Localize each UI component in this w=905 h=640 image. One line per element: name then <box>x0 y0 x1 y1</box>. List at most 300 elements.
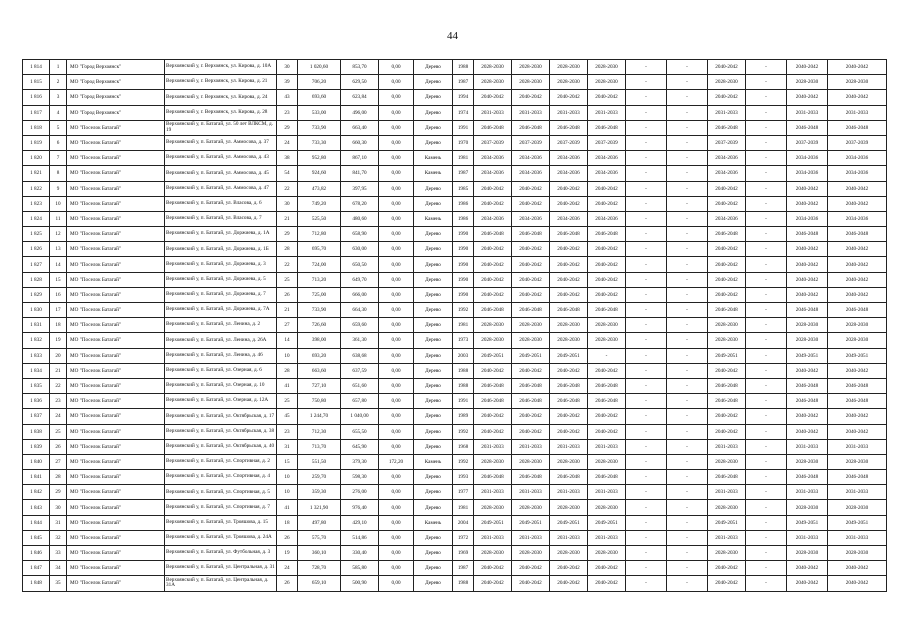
cell-municipality: МО "Поселок Батагай" <box>67 409 165 424</box>
cell-nonresidential-area: 0,00 <box>379 333 414 348</box>
cell-address: Верхоянский у, п. Батагай, ул. Трояшова, д. 24А <box>165 530 277 545</box>
cell-row-id: 1 831 <box>23 318 50 333</box>
cell-seq-number: 19 <box>50 333 67 348</box>
cell-wall-material: Дерево <box>414 424 453 439</box>
cell-repair-9: 2040-2042 <box>787 90 828 105</box>
cell-build-year: 1987 <box>453 75 474 90</box>
cell-repair-5: - <box>626 257 667 272</box>
cell-build-year: 1986 <box>453 196 474 211</box>
cell-repair-1: 2046-2048 <box>474 303 512 318</box>
cell-repair-4: 2034-2036 <box>588 211 626 226</box>
cell-repair-10: 2046-2048 <box>828 470 887 485</box>
cell-repair-2: 2040-2042 <box>512 409 550 424</box>
cell-repair-1: 2040-2042 <box>474 181 512 196</box>
cell-wall-material: Дерево <box>414 333 453 348</box>
cell-row-id: 1 820 <box>23 151 50 166</box>
cell-repair-8: - <box>746 287 787 302</box>
cell-seq-number: 2 <box>50 75 67 90</box>
cell-repair-2: 2046-2048 <box>512 378 550 393</box>
cell-seq-number: 1 <box>50 60 67 75</box>
cell-repair-10: 2031-2033 <box>828 439 887 454</box>
cell-repair-2: 2040-2042 <box>512 242 550 257</box>
cell-repair-4: 2040-2042 <box>588 561 626 576</box>
cell-row-id: 1 842 <box>23 485 50 500</box>
cell-repair-6: - <box>667 485 708 500</box>
cell-repair-3: 2040-2042 <box>550 424 588 439</box>
cell-repair-3: 2028-2030 <box>550 318 588 333</box>
cell-row-id: 1 844 <box>23 515 50 530</box>
cell-living-area: 514,86 <box>341 530 379 545</box>
cell-repair-5: - <box>626 272 667 287</box>
cell-municipality: МО "Поселок Батагай" <box>67 196 165 211</box>
cell-total-area: 726,60 <box>298 318 341 333</box>
cell-repair-7: 2046-2048 <box>708 378 746 393</box>
cell-wall-material: Дерево <box>414 272 453 287</box>
cell-repair-2: 2049-2051 <box>512 515 550 530</box>
cell-wall-material: Дерево <box>414 348 453 363</box>
cell-repair-1: 2034-2036 <box>474 211 512 226</box>
cell-repair-4: 2034-2036 <box>588 151 626 166</box>
cell-repair-3: 2040-2042 <box>550 287 588 302</box>
cell-repair-9: 2040-2042 <box>787 196 828 211</box>
cell-municipality: МО "Город Верхоянск" <box>67 60 165 75</box>
cell-seq-number: 20 <box>50 348 67 363</box>
cell-repair-5: - <box>626 470 667 485</box>
cell-living-area: 623,84 <box>341 90 379 105</box>
cell-repair-9: 2031-2033 <box>787 105 828 120</box>
cell-address: Верхоянский у, п. Батагай, ул. Доржиева, д. 1А <box>165 227 277 242</box>
cell-repair-5: - <box>626 318 667 333</box>
cell-repair-7: 2034-2036 <box>708 151 746 166</box>
cell-nonresidential-area: 0,00 <box>379 500 414 515</box>
cell-total-area: 659,10 <box>298 576 341 591</box>
cell-residents: 25 <box>277 394 298 409</box>
cell-repair-3: 2034-2036 <box>550 211 588 226</box>
cell-repair-6: - <box>667 196 708 211</box>
cell-residents: 28 <box>277 242 298 257</box>
cell-row-id: 1 815 <box>23 75 50 90</box>
cell-repair-6: - <box>667 90 708 105</box>
cell-build-year: 1986 <box>453 211 474 226</box>
cell-repair-5: - <box>626 515 667 530</box>
cell-seq-number: 16 <box>50 287 67 302</box>
cell-living-area: 500,90 <box>341 576 379 591</box>
cell-repair-6: - <box>667 561 708 576</box>
cell-repair-10: 2046-2048 <box>828 303 887 318</box>
cell-repair-6: - <box>667 439 708 454</box>
cell-residents: 28 <box>277 363 298 378</box>
cell-repair-9: 2037-2039 <box>787 135 828 150</box>
table-row <box>23 60 887 75</box>
cell-nonresidential-area: 0,00 <box>379 363 414 378</box>
cell-repair-10: 2028-2030 <box>828 454 887 469</box>
cell-repair-2: 2040-2042 <box>512 257 550 272</box>
cell-repair-6: - <box>667 60 708 75</box>
cell-living-area: 330,40 <box>341 546 379 561</box>
cell-living-area: 361,30 <box>341 333 379 348</box>
cell-repair-10: 2040-2042 <box>828 257 887 272</box>
cell-repair-3: 2040-2042 <box>550 561 588 576</box>
cell-repair-6: - <box>667 470 708 485</box>
cell-total-area: 359,30 <box>298 485 341 500</box>
cell-repair-6: - <box>667 515 708 530</box>
cell-nonresidential-area: 0,00 <box>379 166 414 181</box>
cell-repair-8: - <box>746 485 787 500</box>
cell-wall-material: Дерево <box>414 287 453 302</box>
cell-nonresidential-area: 0,00 <box>379 394 414 409</box>
cell-repair-5: - <box>626 303 667 318</box>
cell-repair-1: 2031-2033 <box>474 439 512 454</box>
table-row <box>23 530 887 545</box>
table-row <box>23 120 887 135</box>
cell-seq-number: 3 <box>50 90 67 105</box>
cell-repair-7: 2049-2051 <box>708 348 746 363</box>
cell-repair-4: 2031-2033 <box>588 439 626 454</box>
cell-repair-4: 2040-2042 <box>588 409 626 424</box>
cell-repair-8: - <box>746 409 787 424</box>
cell-municipality: МО "Поселок Батагай" <box>67 454 165 469</box>
cell-repair-1: 2046-2048 <box>474 394 512 409</box>
cell-municipality: МО "Поселок Батагай" <box>67 166 165 181</box>
cell-seq-number: 27 <box>50 454 67 469</box>
cell-repair-8: - <box>746 181 787 196</box>
cell-wall-material: Камень <box>414 166 453 181</box>
cell-repair-5: - <box>626 120 667 135</box>
housing-repair-schedule-table <box>22 59 887 592</box>
cell-address: Верхоянский у, п. Батагай, ул. Доржиева, д. 3 <box>165 257 277 272</box>
cell-repair-2: 2040-2042 <box>512 576 550 591</box>
cell-repair-2: 2049-2051 <box>512 348 550 363</box>
cell-nonresidential-area: 0,00 <box>379 470 414 485</box>
cell-wall-material: Дерево <box>414 105 453 120</box>
cell-repair-10: 2040-2042 <box>828 409 887 424</box>
cell-repair-2: 2028-2030 <box>512 75 550 90</box>
cell-repair-5: - <box>626 439 667 454</box>
cell-seq-number: 7 <box>50 151 67 166</box>
cell-address: Верхоянский у, п. Батагай, ул. Ленина, д. 46 <box>165 348 277 363</box>
cell-repair-7: 2040-2042 <box>708 287 746 302</box>
cell-repair-8: - <box>746 439 787 454</box>
cell-residents: 54 <box>277 166 298 181</box>
cell-repair-4: 2040-2042 <box>588 287 626 302</box>
cell-repair-6: - <box>667 211 708 226</box>
cell-repair-9: 2028-2030 <box>787 318 828 333</box>
cell-repair-8: - <box>746 561 787 576</box>
cell-repair-10: 2040-2042 <box>828 181 887 196</box>
cell-repair-5: - <box>626 75 667 90</box>
table-row <box>23 303 887 318</box>
cell-repair-10: 2046-2048 <box>828 120 887 135</box>
cell-repair-7: 2028-2030 <box>708 333 746 348</box>
cell-municipality: МО "Поселок Батагай" <box>67 242 165 257</box>
cell-address: Верхоянский у, г. Верхоянск, ул. Кирова, д. 24 <box>165 90 277 105</box>
cell-residents: 26 <box>277 530 298 545</box>
cell-repair-2: 2046-2048 <box>512 470 550 485</box>
cell-living-area: 655,50 <box>341 424 379 439</box>
cell-row-id: 1 836 <box>23 394 50 409</box>
table-row <box>23 546 887 561</box>
cell-wall-material: Дерево <box>414 500 453 515</box>
cell-address: Верхоянский у, п. Батагай, ул. Власова, д. 7 <box>165 211 277 226</box>
cell-wall-material: Дерево <box>414 470 453 485</box>
cell-build-year: 1981 <box>453 500 474 515</box>
cell-repair-5: - <box>626 363 667 378</box>
cell-repair-7: 2046-2048 <box>708 120 746 135</box>
cell-repair-4: 2028-2030 <box>588 318 626 333</box>
cell-wall-material: Дерево <box>414 227 453 242</box>
cell-repair-6: - <box>667 409 708 424</box>
cell-repair-9: 2031-2033 <box>787 439 828 454</box>
cell-residents: 31 <box>277 439 298 454</box>
cell-repair-3: 2049-2051 <box>550 515 588 530</box>
cell-repair-10: 2034-2036 <box>828 211 887 226</box>
cell-repair-6: - <box>667 272 708 287</box>
cell-build-year: 1977 <box>453 485 474 500</box>
cell-seq-number: 35 <box>50 576 67 591</box>
cell-wall-material: Дерево <box>414 60 453 75</box>
cell-repair-2: 2028-2030 <box>512 454 550 469</box>
cell-repair-2: 2037-2039 <box>512 135 550 150</box>
cell-living-area: 637,59 <box>341 363 379 378</box>
cell-repair-3: 2040-2042 <box>550 257 588 272</box>
cell-repair-9: 2040-2042 <box>787 272 828 287</box>
cell-repair-9: 2046-2048 <box>787 303 828 318</box>
cell-seq-number: 33 <box>50 546 67 561</box>
cell-repair-5: - <box>626 424 667 439</box>
table-row <box>23 363 887 378</box>
cell-repair-7: 2046-2048 <box>708 470 746 485</box>
cell-living-area: 658,90 <box>341 227 379 242</box>
cell-living-area: 853,70 <box>341 60 379 75</box>
cell-nonresidential-area: 0,00 <box>379 515 414 530</box>
cell-repair-8: - <box>746 363 787 378</box>
cell-address: Верхоянский у, п. Батагай, ул. Футбольная, д. 3 <box>165 546 277 561</box>
cell-repair-3: 2040-2042 <box>550 576 588 591</box>
cell-wall-material: Дерево <box>414 303 453 318</box>
cell-living-area: 276,00 <box>341 485 379 500</box>
cell-total-area: 713,20 <box>298 272 341 287</box>
cell-repair-4: 2031-2033 <box>588 105 626 120</box>
cell-seq-number: 4 <box>50 105 67 120</box>
cell-nonresidential-area: 0,00 <box>379 439 414 454</box>
cell-repair-8: - <box>746 257 787 272</box>
cell-repair-7: 2040-2042 <box>708 257 746 272</box>
cell-repair-5: - <box>626 211 667 226</box>
cell-row-id: 1 825 <box>23 227 50 242</box>
cell-repair-5: - <box>626 242 667 257</box>
cell-living-area: 1 040,00 <box>341 409 379 424</box>
cell-seq-number: 34 <box>50 561 67 576</box>
cell-repair-4: 2037-2039 <box>588 135 626 150</box>
cell-repair-1: 2040-2042 <box>474 196 512 211</box>
cell-seq-number: 28 <box>50 470 67 485</box>
cell-repair-10: 2040-2042 <box>828 60 887 75</box>
table-row <box>23 272 887 287</box>
cell-municipality: МО "Поселок Батагай" <box>67 272 165 287</box>
cell-repair-3: 2040-2042 <box>550 272 588 287</box>
cell-municipality: МО "Поселок Батагай" <box>67 303 165 318</box>
cell-repair-9: 2040-2042 <box>787 409 828 424</box>
cell-repair-7: 2031-2033 <box>708 439 746 454</box>
cell-repair-6: - <box>667 394 708 409</box>
cell-municipality: МО "Поселок Батагай" <box>67 363 165 378</box>
cell-wall-material: Дерево <box>414 90 453 105</box>
cell-municipality: МО "Город Верхоянск" <box>67 75 165 90</box>
cell-row-id: 1 846 <box>23 546 50 561</box>
cell-repair-8: - <box>746 515 787 530</box>
cell-build-year: 1988 <box>453 363 474 378</box>
cell-seq-number: 14 <box>50 257 67 272</box>
cell-wall-material: Дерево <box>414 439 453 454</box>
cell-repair-9: 2028-2030 <box>787 546 828 561</box>
cell-repair-2: 2040-2042 <box>512 196 550 211</box>
cell-row-id: 1 837 <box>23 409 50 424</box>
cell-repair-5: - <box>626 90 667 105</box>
cell-total-area: 398,00 <box>298 333 341 348</box>
cell-address: Верхоянский у, п. Батагай, ул. Ленина, д. 26А <box>165 333 277 348</box>
cell-residents: 10 <box>277 485 298 500</box>
cell-address: Верхоянский у, п. Батагай, ул. Спортивная, д. 4 <box>165 470 277 485</box>
cell-repair-3: 2028-2030 <box>550 500 588 515</box>
cell-repair-1: 2040-2042 <box>474 242 512 257</box>
cell-row-id: 1 840 <box>23 454 50 469</box>
cell-repair-7: 2040-2042 <box>708 409 746 424</box>
cell-residents: 30 <box>277 60 298 75</box>
cell-wall-material: Камень <box>414 151 453 166</box>
cell-total-area: 1 020,60 <box>298 60 341 75</box>
cell-repair-9: 2031-2033 <box>787 530 828 545</box>
cell-nonresidential-area: 0,00 <box>379 151 414 166</box>
cell-repair-7: 2031-2033 <box>708 105 746 120</box>
cell-row-id: 1 822 <box>23 181 50 196</box>
cell-repair-2: 2040-2042 <box>512 424 550 439</box>
cell-repair-10: 2049-2051 <box>828 348 887 363</box>
cell-repair-3: 2028-2030 <box>550 454 588 469</box>
cell-wall-material: Камень <box>414 454 453 469</box>
cell-total-area: 497,80 <box>298 515 341 530</box>
cell-nonresidential-area: 0,00 <box>379 120 414 135</box>
cell-repair-9: 2040-2042 <box>787 424 828 439</box>
cell-repair-8: - <box>746 120 787 135</box>
cell-repair-2: 2031-2033 <box>512 485 550 500</box>
cell-repair-10: 2040-2042 <box>828 196 887 211</box>
cell-nonresidential-area: 0,00 <box>379 409 414 424</box>
cell-seq-number: 32 <box>50 530 67 545</box>
cell-repair-7: 2049-2051 <box>708 515 746 530</box>
cell-build-year: 1991 <box>453 120 474 135</box>
cell-repair-6: - <box>667 75 708 90</box>
cell-repair-3: 2046-2048 <box>550 470 588 485</box>
cell-repair-7: 2046-2048 <box>708 394 746 409</box>
cell-repair-6: - <box>667 181 708 196</box>
cell-total-area: 525,50 <box>298 211 341 226</box>
cell-repair-9: 2028-2030 <box>787 500 828 515</box>
cell-seq-number: 22 <box>50 378 67 393</box>
cell-living-area: 841,70 <box>341 166 379 181</box>
cell-seq-number: 31 <box>50 515 67 530</box>
cell-row-id: 1 817 <box>23 105 50 120</box>
cell-repair-2: 2031-2033 <box>512 105 550 120</box>
cell-repair-7: 2028-2030 <box>708 75 746 90</box>
cell-living-area: 664,30 <box>341 303 379 318</box>
cell-repair-9: 2040-2042 <box>787 576 828 591</box>
cell-seq-number: 9 <box>50 181 67 196</box>
cell-repair-9: 2028-2030 <box>787 75 828 90</box>
cell-repair-9: 2028-2030 <box>787 333 828 348</box>
cell-residents: 19 <box>277 546 298 561</box>
cell-seq-number: 29 <box>50 485 67 500</box>
cell-total-area: 575,70 <box>298 530 341 545</box>
table-row <box>23 409 887 424</box>
cell-build-year: 1974 <box>453 105 474 120</box>
cell-build-year: 1973 <box>453 333 474 348</box>
cell-repair-10: 2028-2030 <box>828 75 887 90</box>
cell-total-area: 727,10 <box>298 378 341 393</box>
cell-repair-7: 2031-2033 <box>708 530 746 545</box>
cell-repair-9: 2040-2042 <box>787 257 828 272</box>
cell-nonresidential-area: 0,00 <box>379 90 414 105</box>
cell-build-year: 1993 <box>453 470 474 485</box>
cell-residents: 29 <box>277 227 298 242</box>
cell-wall-material: Дерево <box>414 546 453 561</box>
cell-repair-5: - <box>626 485 667 500</box>
cell-living-area: 976,40 <box>341 500 379 515</box>
cell-residents: 23 <box>277 105 298 120</box>
cell-repair-1: 2046-2048 <box>474 470 512 485</box>
cell-wall-material: Дерево <box>414 378 453 393</box>
cell-repair-10: 2031-2033 <box>828 105 887 120</box>
cell-seq-number: 12 <box>50 227 67 242</box>
cell-repair-8: - <box>746 151 787 166</box>
cell-address: Верхоянский у, п. Батагай, ул. Доржиева, д. 1Б <box>165 242 277 257</box>
cell-repair-2: 2028-2030 <box>512 318 550 333</box>
cell-repair-9: 2046-2048 <box>787 378 828 393</box>
cell-repair-8: - <box>746 211 787 226</box>
cell-seq-number: 24 <box>50 409 67 424</box>
cell-residents: 43 <box>277 90 298 105</box>
cell-total-area: 750,80 <box>298 394 341 409</box>
cell-repair-8: - <box>746 394 787 409</box>
cell-repair-6: - <box>667 318 708 333</box>
cell-repair-6: - <box>667 424 708 439</box>
cell-municipality: МО "Поселок Батагай" <box>67 287 165 302</box>
cell-repair-1: 2040-2042 <box>474 257 512 272</box>
cell-build-year: 1989 <box>453 409 474 424</box>
cell-repair-4: 2046-2048 <box>588 303 626 318</box>
cell-total-area: 924,60 <box>298 166 341 181</box>
cell-repair-6: - <box>667 546 708 561</box>
cell-repair-1: 2031-2033 <box>474 530 512 545</box>
cell-row-id: 1 816 <box>23 90 50 105</box>
cell-repair-8: - <box>746 242 787 257</box>
cell-nonresidential-area: 0,00 <box>379 105 414 120</box>
cell-repair-6: - <box>667 348 708 363</box>
cell-residents: 22 <box>277 257 298 272</box>
table-row <box>23 257 887 272</box>
cell-municipality: МО "Поселок Батагай" <box>67 135 165 150</box>
cell-repair-2: 2040-2042 <box>512 181 550 196</box>
cell-repair-9: 2028-2030 <box>787 454 828 469</box>
cell-row-id: 1 814 <box>23 60 50 75</box>
cell-repair-1: 2034-2036 <box>474 166 512 181</box>
cell-municipality: МО "Поселок Батагай" <box>67 333 165 348</box>
table-row <box>23 439 887 454</box>
cell-repair-9: 2034-2036 <box>787 166 828 181</box>
cell-living-area: 867,10 <box>341 151 379 166</box>
cell-address: Верхоянский у, г. Верхоянск, ул. Кирова, д. 10А <box>165 60 277 75</box>
cell-address: Верхоянский у, п. Батагай, ул. Аммосова, д. 43 <box>165 151 277 166</box>
cell-repair-10: 2031-2033 <box>828 530 887 545</box>
